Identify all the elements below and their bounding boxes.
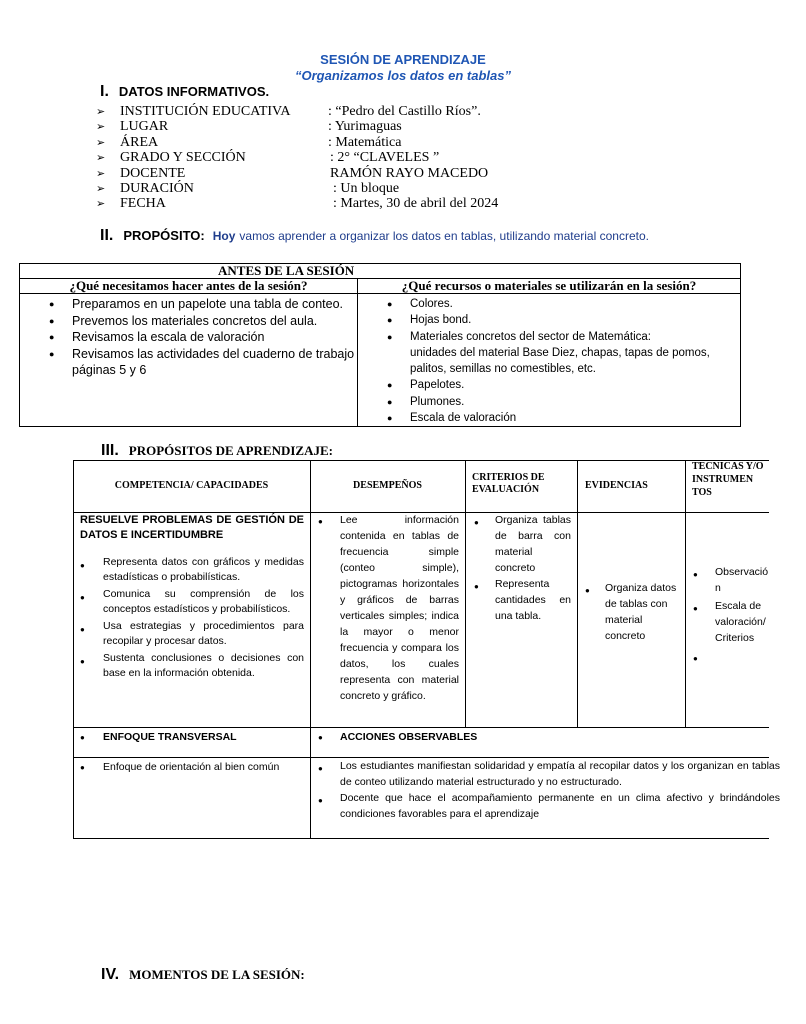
section-number: IV. — [101, 966, 120, 983]
accion-text: Docente que hace el acompañamiento permanente en un clima afectivo y brindándoles condiciones favorables para el aprendizaje — [340, 792, 780, 820]
criterio-text: Organiza tablas de barra con material concreto — [495, 514, 571, 574]
competencia-title: RESUELVE PROBLEMAS DE GESTIÓN DE DATOS E INCERTIDUMBRE — [80, 514, 304, 541]
accion-item — [310, 758, 780, 790]
list-item-text: Papelotes. — [410, 379, 465, 392]
arrow-bullet-icon: ➢ — [96, 166, 106, 180]
evidencia-text: Organiza datos de tablas con material concreto — [605, 582, 677, 642]
info-label: FECHA — [120, 196, 166, 212]
antes-col2-header: ¿Qué recursos o materiales se utilizarán en la sesión? — [358, 279, 741, 294]
list-item-text: Revisamos las actividades del cuaderno de trabajo páginas 5 y 6 — [72, 346, 355, 377]
info-value: : Yurimaguas — [328, 119, 402, 135]
list-item-text: Preparamos en un papelote una tabla de conteo. — [72, 297, 344, 311]
section-title: DATOS INFORMATIVOS. — [118, 84, 270, 99]
antes-col1 — [20, 294, 358, 427]
list-item — [358, 345, 740, 378]
capacidad-item — [73, 619, 310, 649]
info-value: : Un bloque — [333, 181, 400, 196]
bullet-icon: ● — [387, 396, 393, 407]
arrow-bullet-icon: ➢ — [96, 151, 106, 165]
bullet-icon: ● — [318, 764, 323, 773]
capacidad-text: Sustenta conclusiones o decisiones con base en la información obtenida. — [103, 652, 304, 679]
antes-col2 — [358, 294, 741, 427]
list-item — [358, 329, 740, 345]
bullet-icon: ● — [585, 586, 590, 595]
bullet-icon: ● — [387, 299, 393, 309]
document-title: SESIÓN DE APRENDIZAJE — [320, 52, 486, 67]
list-item — [20, 296, 357, 313]
section-title: PROPÓSITO: — [123, 228, 205, 243]
bullet-icon: ● — [80, 561, 85, 570]
proposito-text: vamos aprender a organizar los datos en tablas, utilizando material concreto. — [239, 229, 649, 243]
section-proposito — [100, 227, 649, 245]
section-number: III. — [101, 442, 119, 459]
info-value: RAMÓN RAYO MACEDO — [330, 165, 489, 181]
evidencia-item — [577, 580, 685, 644]
header-competencia: COMPETENCIA/ CAPACIDADES — [114, 480, 269, 491]
bullet-icon: ● — [49, 348, 55, 359]
capacidad-item — [73, 555, 310, 585]
list-item-text: Revisamos la escala de valoración — [72, 330, 265, 344]
document-subtitle: “Organizamos los datos en tablas” — [295, 68, 511, 83]
criterio-item — [465, 576, 577, 624]
desempeno-text: Lee información contenida en tablas de frecuencia simple (conteo simple), pictogramas horizontales y gráficos de barras verticales simples; indica la mayor o menor frecuencia y compara los datos, los cuales representa con material concreto y gráfico. — [340, 514, 459, 702]
list-item — [358, 377, 740, 393]
arrow-bullet-icon: ➢ — [96, 135, 106, 149]
list-item — [358, 410, 740, 426]
capacidad-item — [73, 587, 310, 617]
list-item — [358, 394, 740, 410]
tecnicas-list — [685, 564, 769, 663]
bullet-icon: ● — [80, 657, 85, 666]
list-item-text: Materiales concretos del sector de Matemática: — [410, 330, 651, 343]
capacidad-text: Usa estrategias y procedimientos para recopilar y procesar datos. — [103, 620, 304, 647]
section-title: PROPÓSITOS DE APRENDIZAJE: — [128, 443, 333, 458]
info-label: GRADO Y SECCIÓN — [120, 150, 246, 166]
bullet-icon: ● — [387, 380, 393, 391]
capacidad-text: Comunica su comprensión de los conceptos estadísticos y probabilísticos. — [103, 588, 304, 615]
info-value: : 2° “CLAVELES ” — [330, 150, 440, 166]
bullet-icon: ● — [387, 315, 393, 326]
list-item — [358, 296, 740, 312]
arrow-bullet-icon: ➢ — [96, 105, 106, 118]
evidencias-list — [577, 580, 685, 644]
bullet-icon: ● — [693, 570, 698, 579]
bullet-icon: ● — [387, 413, 393, 424]
enfoque-header: ENFOQUE TRANSVERSAL — [103, 731, 237, 743]
bullet-icon: ● — [49, 332, 55, 342]
tecnica-text: Observación — [715, 566, 769, 594]
tecnica-item — [685, 564, 769, 596]
proposito-hoy: Hoy — [212, 229, 236, 243]
section-number: II. — [100, 227, 114, 244]
arrow-bullet-icon: ➢ — [96, 120, 106, 134]
info-value: : Martes, 30 de abril del 2024 — [333, 196, 499, 212]
bullet-icon: ● — [474, 582, 479, 591]
section-momentos — [101, 966, 305, 984]
criterio-text: Representa cantidades en una tabla. — [495, 578, 571, 622]
bullet-icon: ● — [387, 331, 393, 342]
info-label: DURACIÓN — [120, 181, 194, 196]
bullet-icon: ● — [693, 654, 698, 663]
accion-item — [310, 790, 780, 822]
info-label: DOCENTE — [120, 165, 186, 181]
header-evidencias: EVIDENCIAS — [585, 480, 648, 491]
list-item — [20, 346, 357, 379]
bullet-icon: ● — [80, 593, 85, 602]
list-item — [358, 312, 740, 328]
antes-sesion-table — [19, 263, 741, 427]
antes-col1-header: ¿Qué necesitamos hacer antes de la sesión? — [20, 279, 358, 294]
accion-text: Los estudiantes manifiestan solidaridad y empatía al recopilar datos y los organizan en tablas de conteo utilizando material estructurado y no estructurado. — [340, 760, 780, 788]
acciones-list — [310, 758, 780, 822]
list-item-text: Plumones. — [410, 395, 465, 408]
info-value: : “Pedro del Castillo Ríos”. — [328, 104, 481, 119]
acciones-header: ACCIONES OBSERVABLES — [340, 731, 478, 743]
section-number: I. — [100, 83, 109, 100]
bullet-icon: ● — [474, 518, 479, 527]
bullet-icon: ● — [693, 604, 698, 613]
tecnica-text: Escala de valoración/ Criterios — [715, 600, 766, 644]
info-label: LUGAR — [120, 119, 169, 135]
arrow-bullet-icon: ➢ — [96, 197, 106, 211]
list-item — [20, 329, 357, 346]
bullet-icon: ● — [49, 299, 55, 309]
antes-title: ANTES DE LA SESIÓN — [20, 264, 741, 279]
criterios-list — [465, 512, 577, 624]
criterio-item — [465, 512, 577, 576]
list-item-text: Escala de valoración — [410, 412, 517, 425]
section-title: MOMENTOS DE LA SESIÓN: — [129, 967, 305, 982]
list-item-text: Colores. — [410, 298, 453, 310]
capacidad-text: Representa datos con gráficos y medidas estadísticas o probabilísticas. — [103, 556, 304, 583]
bullet-icon: ● — [80, 625, 85, 634]
capacidad-item — [73, 651, 310, 681]
info-label: INSTITUCIÓN EDUCATIVA — [120, 104, 291, 119]
section-propositos-aprendizaje — [101, 442, 333, 460]
arrow-bullet-icon: ➢ — [96, 182, 106, 195]
header-criterios: CRITERIOS DE EVALUACIÓN — [472, 472, 545, 495]
propositos-table: COMPETENCIA/ CAPACIDADES DESEMPEÑOS CRITERIOS DE EVALUACIÓN EVIDENCIAS TECNICAS Y/O INSTRUMEN TOS RESUELVE PROBLEMAS DE GESTIÓN DE DATOS E INCERTIDUMBRE ● Representa datos con gráficos y medidas estadísticas o probabilísticas. ● Comunica su comprensión de los conceptos estadísticos y probabilísticos. ● Usa estrategias y procedimientos para recopilar y procesar datos. ● Sustenta conclusiones o decisiones con base en la información obtenida. ● Lee información contenida en tablas de frecuencia simple (conteo simple), pictogramas horizontales y gráficos de barras verticales simples; indica la mayor o menor frecuencia y compara los datos, los cuales representa con material concreto y gráfico. ● Organiza tablas de barra con material concreto ● Representa cantidades en una tabla. ● Organiza datos de tablas con material concreto ● Observación ● Escala de valoración/ Criterios ● ● ENFOQUE TRANSVERSAL ● ACCIONES OBSERVABLES ● Enfoque de orientación al bien común ● Los estudiantes manifiestan solidaridad y empatía al recopilar datos y los organizan en tablas de conteo utilizando material estructurado y no estructurado. ● Docente que hace el acompañamiento permanente en un clima afectivo y brindándoles condiciones favorables para el aprendizaje — [73, 460, 769, 840]
info-value: : Matemática — [328, 134, 402, 150]
capacidades-list — [73, 555, 310, 683]
bullet-icon: ● — [318, 796, 323, 805]
list-item-text: unidades del material Base Diez, chapas, tapas de pomos, palitos, semillas no comestibles, etc. — [410, 346, 710, 376]
info-label: ÁREA — [120, 134, 159, 150]
tecnica-item — [685, 598, 769, 646]
header-desempenos: DESEMPEÑOS — [353, 480, 422, 491]
list-item — [20, 313, 357, 330]
bullet-icon: ● — [49, 315, 55, 326]
header-tecnicas: TECNICAS Y/O INSTRUMEN TOS — [692, 461, 764, 498]
list-item-text: Prevemos los materiales concretos del aula. — [72, 313, 318, 328]
list-item-text: Hojas bond. — [410, 314, 472, 327]
enfoque-text: Enfoque de orientación al bien común — [103, 761, 280, 773]
section-datos-heading — [100, 83, 269, 101]
